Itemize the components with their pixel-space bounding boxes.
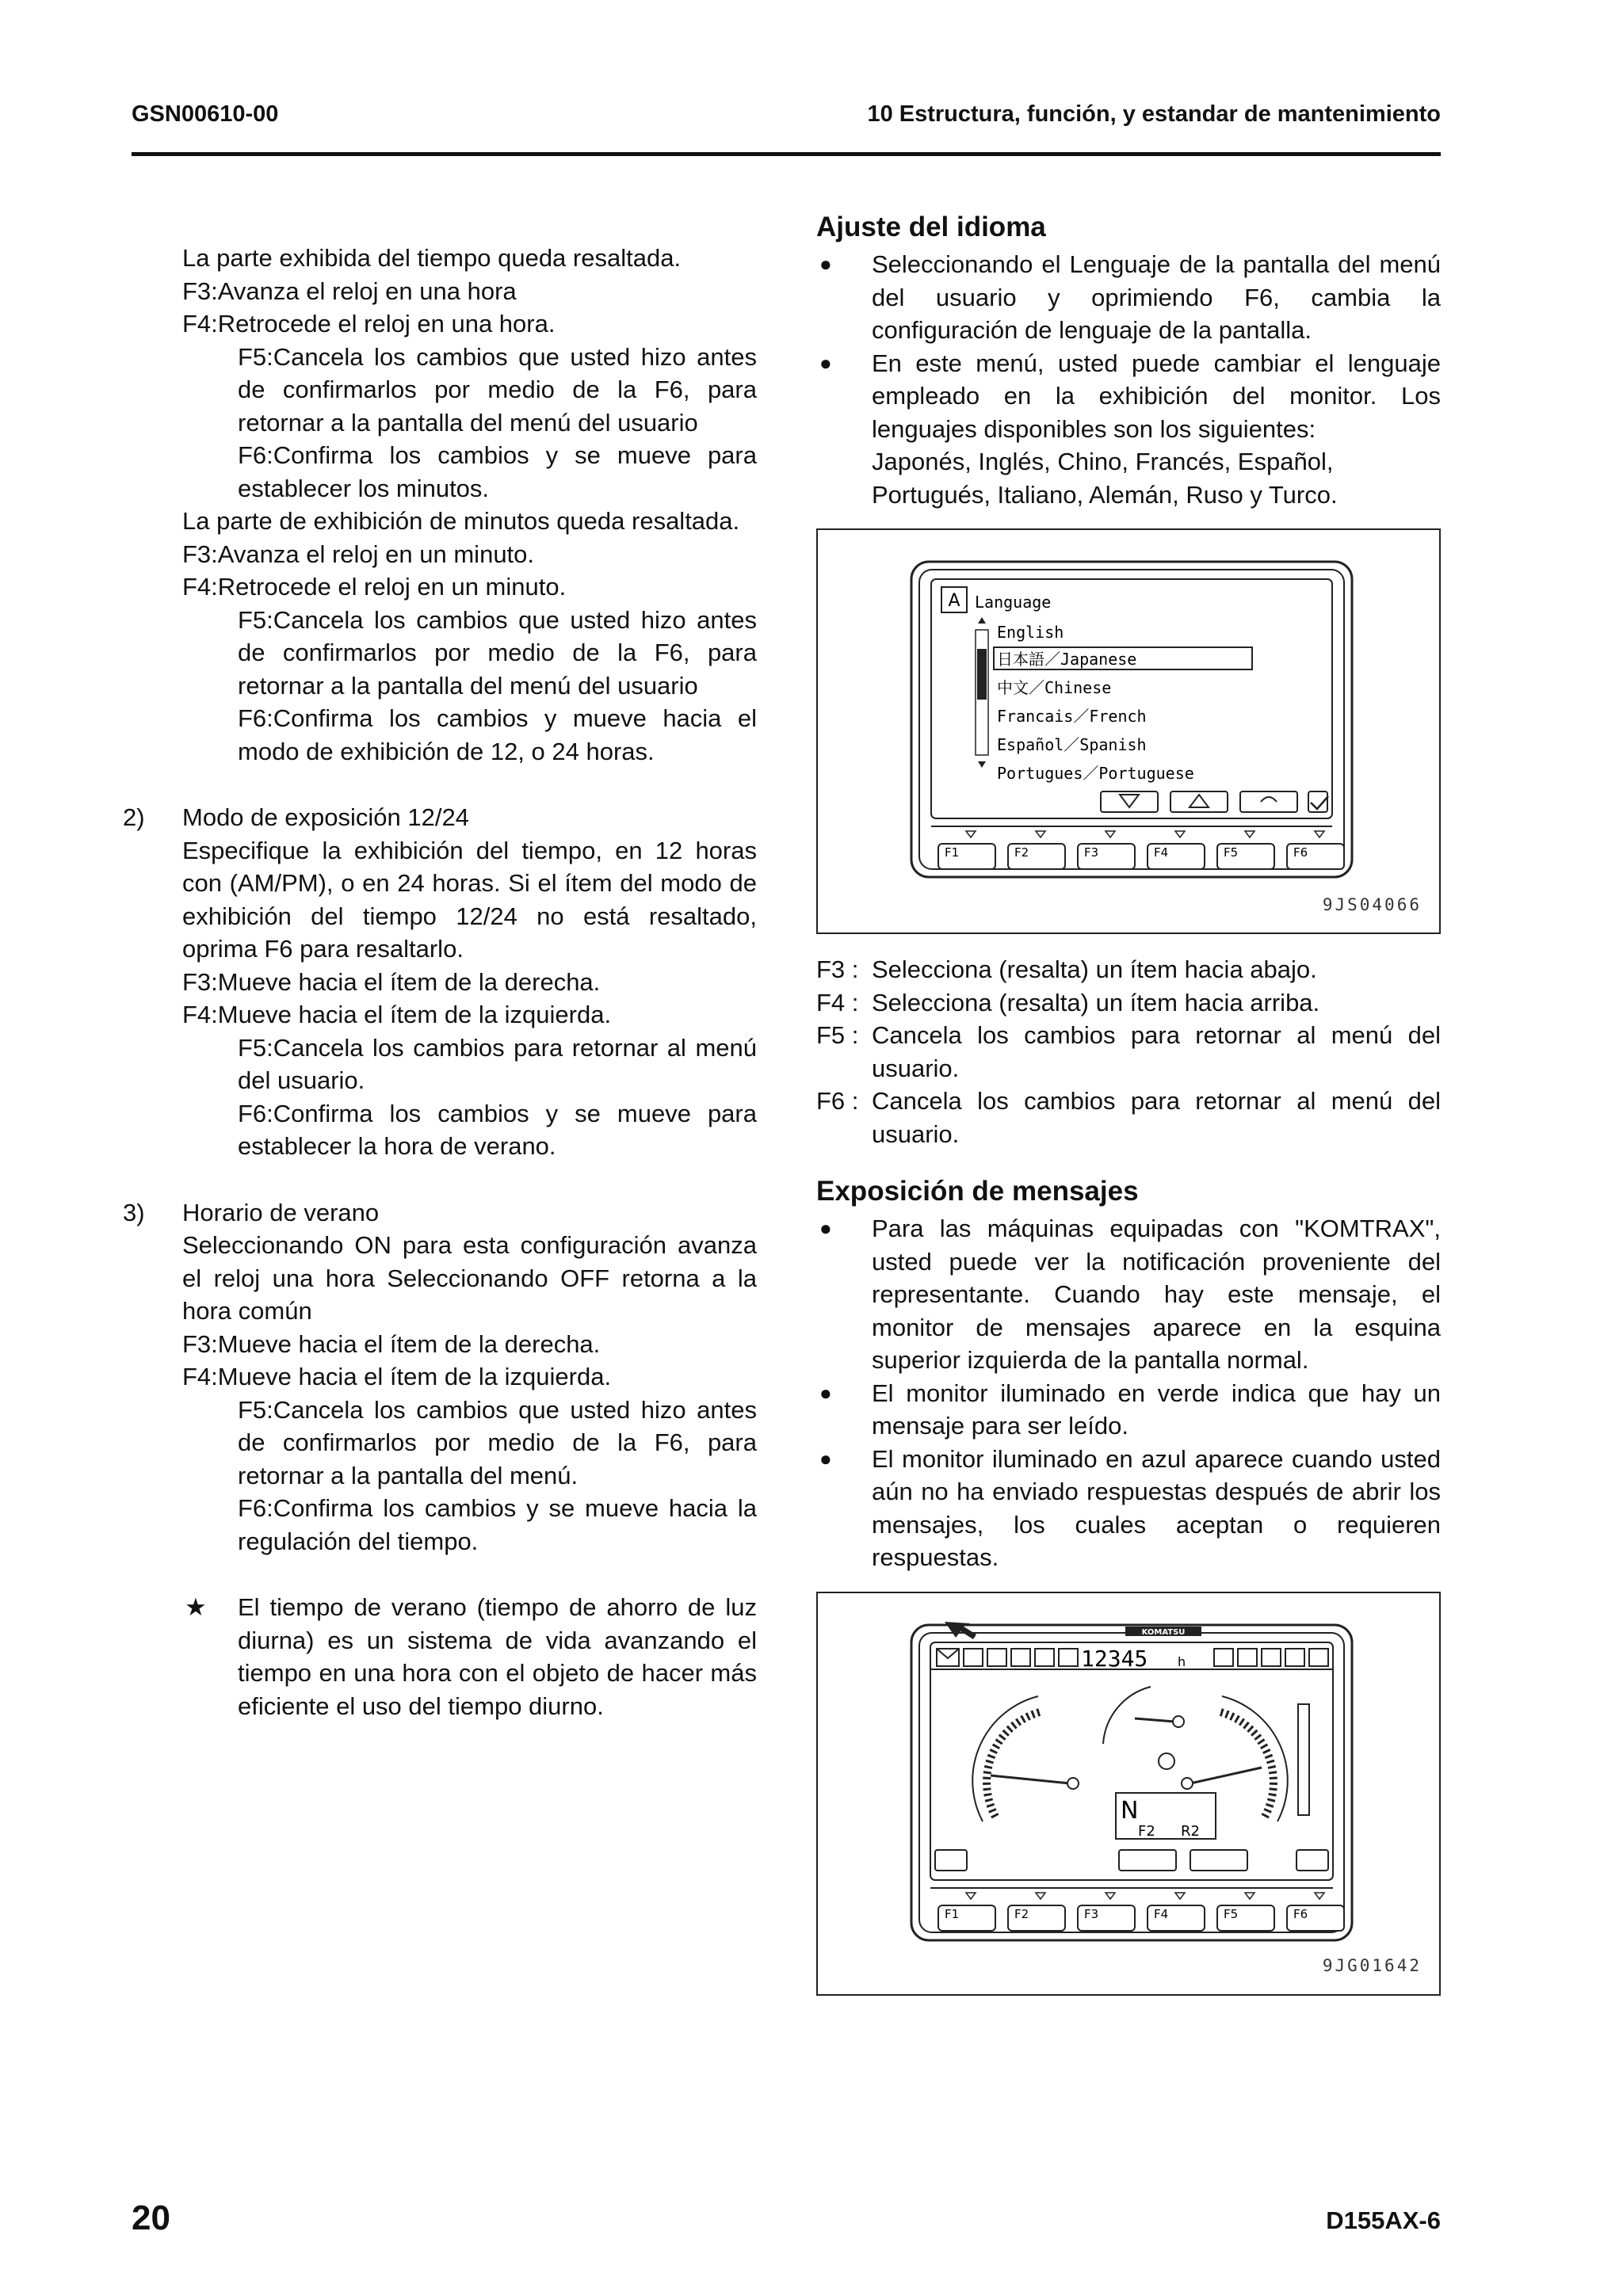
paragraph: La parte de exhibición de minutos queda resaltada. <box>182 507 740 535</box>
fkey-label: F3 : <box>816 955 859 983</box>
language-item: Español／Spanish <box>997 735 1147 754</box>
bullet-text: En este menú, usted puede cambiar el lenguaje empleado en la exhibición del monitor. Los lenguajes disponibles son los siguientes: <box>872 349 1441 443</box>
f2-key: F2 <box>1014 1906 1029 1921</box>
bullet-text: Seleccionando el Lenguaje de la pantalla del menú del usuario y oprimiendo F6, cambia la configuración de lenguaje de la pantalla. <box>872 250 1441 344</box>
language-item: Francais／French <box>997 707 1147 726</box>
note-text: El tiempo de verano (tiempo de ahorro de luz diurna) es un sistema de vida avanzando el tiempo en una hora con el objeto de hacer más eficiente el uso del tiempo diurno. <box>238 1593 757 1720</box>
fkey-label: F5 : <box>816 1021 859 1049</box>
bullet-text: El monitor iluminado en verde indica que hay un mensaje para ser leído. <box>872 1379 1441 1440</box>
paragraph: F3:Mueve hacia el ítem de la derecha. <box>182 1329 601 1358</box>
fkey-description <box>816 1085 1441 1150</box>
paragraph: F3:Avanza el reloj en una hora <box>182 277 517 305</box>
bullet-icon: ● <box>819 1216 832 1240</box>
fkey-description <box>816 986 1441 1020</box>
screen-title: Language <box>975 593 1052 612</box>
section-heading-language: Ajuste del idioma <box>816 212 1046 242</box>
figure-language-screen <box>816 528 1441 934</box>
page-number: 20 <box>132 2199 170 2237</box>
fkey-description <box>816 953 1441 986</box>
paragraph: Seleccionando ON para esta configuración avanza el reloj una hora Seleccionando OFF retorna a la hora común <box>182 1231 757 1325</box>
paragraph: Especifique la exhibición del tiempo, en 12 horas con (AM/PM), o en 24 horas. Si el ítem del modo de exhibición del tiempo 12/24 no está resaltado, oprima F6 para resaltarlo. <box>182 836 757 963</box>
section-number: 2) <box>123 803 145 831</box>
bullet-text: Para las máquinas equipadas con "KOMTRAX", usted puede ver la notificación proveniente del representante. Cuando hay este mensaje, el monitor de mensajes aparece en la esquina superior izquierda de la pantalla normal. <box>872 1215 1441 1374</box>
f3-key: F3 <box>1084 1906 1099 1921</box>
section-3 <box>123 1196 757 1558</box>
f5-key: F5 <box>1224 845 1239 860</box>
paragraph: F5:Cancela los cambios que usted hizo antes de confirmarlos por medio de la F6, para retornar a la pantalla del menú. <box>238 1395 757 1489</box>
monitor-illustration <box>818 530 1439 929</box>
language-item: Portugues／Portuguese <box>997 764 1194 783</box>
paragraph: F4:Mueve hacia el ítem de la izquierda. <box>182 1001 612 1028</box>
section-heading-messages: Exposición de mensajes <box>816 1176 1139 1207</box>
scroll-thumb <box>977 649 987 700</box>
header-rule <box>132 152 1441 156</box>
paragraph: F4:Mueve hacia el ítem de la izquierda. <box>182 1363 612 1390</box>
section-title: Horario de verano <box>182 1198 380 1226</box>
model-code: D155AX-6 <box>1326 2206 1441 2234</box>
bullet-item <box>816 1443 1441 1574</box>
paragraph: F3:Avanza el reloj en un minuto. <box>182 540 535 568</box>
fkey-label: F6 : <box>816 1087 859 1115</box>
f6-key: F6 <box>1293 1906 1308 1921</box>
fkey-text: Selecciona (resalta) un ítem hacia arriba. <box>872 988 1320 1016</box>
fkey-text: Selecciona (resalta) un ítem hacia abajo. <box>872 955 1317 983</box>
bullet-icon: ● <box>819 1380 832 1405</box>
f4-key: F4 <box>1154 1906 1169 1921</box>
f3-key: F3 <box>1084 845 1099 860</box>
paragraph: F5:Cancela los cambios que usted hizo antes de confirmarlos por medio de la F6, para retornar a la pantalla del menú del usuario <box>238 342 757 437</box>
figure-message-screen <box>816 1592 1441 1996</box>
bullet-icon: ● <box>819 252 832 276</box>
paragraph: F6:Confirma los cambios y mueve hacia el modo de exhibición de 12, o 24 horas. <box>238 704 757 765</box>
figure-code: 9JG01642 <box>1322 1956 1422 1975</box>
paragraph: F5:Cancela los cambios que usted hizo antes de confirmarlos por medio de la F6, para retornar a la pantalla del menú del usuario <box>238 605 757 700</box>
bullet-text: El monitor iluminado en azul aparece cuando usted aún no ha enviado respuestas después de abrir los mensajes, los cuales aceptan o requieren respuestas. <box>872 1444 1441 1571</box>
f1-key: F1 <box>945 1906 960 1921</box>
note <box>123 1591 757 1722</box>
f4-key: F4 <box>1154 845 1169 860</box>
f1-key: F1 <box>945 845 960 860</box>
section-number: 3) <box>123 1198 145 1226</box>
section-2 <box>123 801 757 1163</box>
left-column <box>123 242 757 1722</box>
bullet-icon: ● <box>819 350 832 375</box>
language-list: Japonés, Inglés, Chino, Francés, Español, Portugués, Italiano, Alemán, Ruso y Turco. <box>872 448 1338 509</box>
f5-key: F5 <box>1224 1906 1239 1921</box>
section-title: Modo de exposición 12/24 <box>182 803 469 831</box>
f6-key: F6 <box>1293 845 1308 860</box>
brand-logo: KOMATSU <box>1141 1627 1186 1637</box>
bullet-item <box>816 1377 1441 1443</box>
monitor-illustration <box>818 1593 1439 1991</box>
service-meter: 12345 <box>1081 1645 1148 1672</box>
forward-gear: F2 <box>1138 1822 1155 1840</box>
paragraph: F3:Mueve hacia el ítem de la derecha. <box>182 967 601 996</box>
language-item: English <box>997 623 1064 642</box>
fkey-description <box>816 1019 1441 1085</box>
language-item: 中文／Chinese <box>997 678 1112 697</box>
paragraph: La parte exhibida del tiempo queda resaltada. <box>182 244 682 272</box>
right-column <box>816 210 1441 2015</box>
bullet-icon: ● <box>819 1446 832 1470</box>
document-code: GSN00610-00 <box>132 101 279 127</box>
paragraph: F6:Confirma los cambios y se mueve para establecer los minutos. <box>238 441 757 502</box>
fkey-text: Cancela los cambios para retornar al menú del usuario. <box>872 1087 1441 1148</box>
reverse-gear: R2 <box>1181 1822 1200 1840</box>
hour-unit: h <box>1178 1653 1186 1669</box>
gear-indicator: N <box>1121 1796 1139 1825</box>
language-item: 日本語／Japanese <box>997 650 1137 669</box>
language-icon-glyph: A <box>948 591 960 611</box>
paragraph: F5:Cancela los cambios para retornar al menú del usuario. <box>238 1033 757 1094</box>
paragraph: F6:Confirma los cambios y se mueve para establecer la hora de verano. <box>238 1099 757 1160</box>
f2-key: F2 <box>1014 845 1029 860</box>
bullet-item <box>816 248 1441 347</box>
paragraph: F4:Retrocede el reloj en una hora. <box>182 310 556 338</box>
paragraph: F4:Retrocede el reloj en un minuto. <box>182 573 567 601</box>
figure-code: 9JS04066 <box>1322 894 1422 914</box>
paragraph: F6:Confirma los cambios y se mueve hacia la regulación del tiempo. <box>238 1494 757 1555</box>
bullet-item <box>816 1212 1441 1377</box>
fkey-text: Cancela los cambios para retornar al menú del usuario. <box>872 1021 1441 1082</box>
fkey-label: F4 : <box>816 988 859 1016</box>
bullet-item <box>816 347 1441 512</box>
chapter-title: 10 Estructura, función, y estandar de mantenimiento <box>867 101 1441 127</box>
star-icon: ★ <box>185 1593 207 1621</box>
